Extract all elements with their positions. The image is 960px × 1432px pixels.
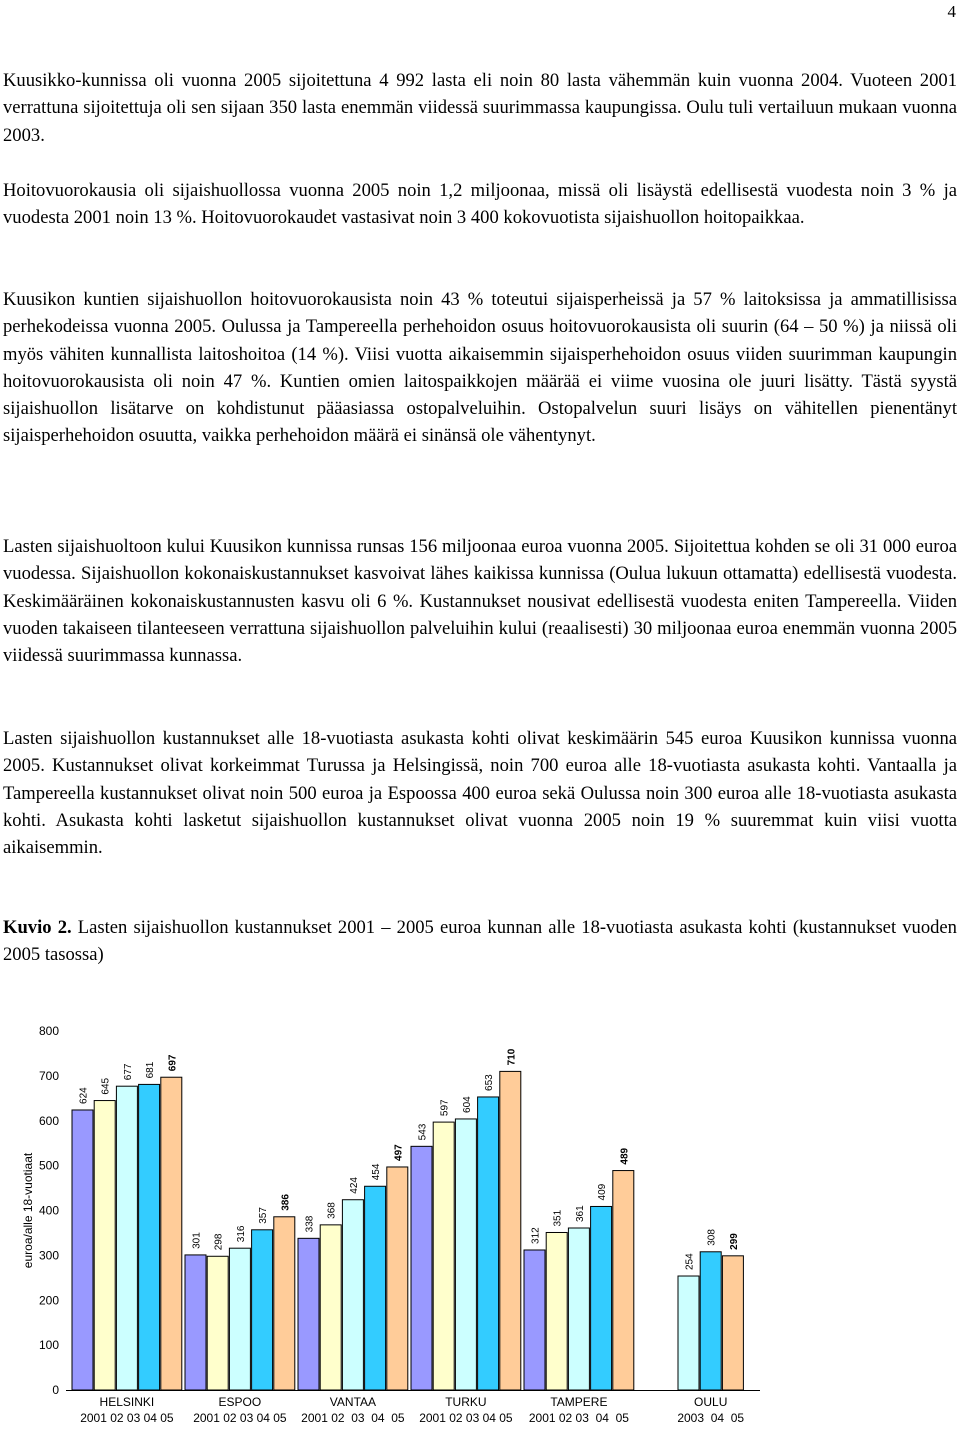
bar: [116, 1086, 137, 1390]
y-tick-label: 600: [38, 1113, 59, 1128]
bar-data-label: 409: [597, 1183, 609, 1201]
bar: [298, 1238, 319, 1390]
bar-data-label: 497: [393, 1144, 405, 1161]
paragraph-foster-family-share: Kuusikon kuntien sijaishuollon hoitovuorokausista noin 43 % toteutui sijaisperheissä ja 57 % laitoksissa ja ammatillisissa perhekodeissa vuonna 2005. Oulussa ja Tampereella perhehoidon osuus hoitovuorokausista oli suurin (64 – 50 %) ja niissä oli myös vähiten kunnallista laitoshoitoa (14 %). Viisi vuotta aikaisemmin sijaisperhehoidon osuus viiden suurimman kaupungin hoitovuorokausista oli noin 47 %. Kuntien omien laitospaikkojen määrää ei viime vuosina ole juuri lisätty. Tästä syystä sijaishuollon lisätarve on kohdistunut pääasiassa ostopalveluihin. Ostopalvelun suuri lisäys on vähitellen pienentänyt sijaisperhehoidon osuutta, vaikka perhehoidon määrä ei sinänsä ole vähentynyt.: [3, 289, 957, 447]
bar: [411, 1146, 432, 1390]
bar-data-label: 312: [530, 1227, 542, 1244]
bar: [678, 1276, 699, 1390]
y-tick-label: 800: [38, 1024, 59, 1038]
bar-data-label: 697: [167, 1054, 179, 1072]
y-tick-label: 300: [38, 1248, 59, 1263]
bar: [500, 1071, 521, 1390]
bar: [342, 1200, 363, 1390]
paragraph-costs-per-resident: Lasten sijaishuollon kustannukset alle 18-vuotiasta asukasta kohti olivat keskimäärin 545 euroa Kuusikon kunnissa vuonna 2005. Kustannukset olivat korkeimmat Turussa ja Helsingissä, noin 700 euroa alle 18-vuotiasta asukasta kohti. Vantaalla ja Tampereella kustannukset olivat noin 500 euroa ja Espoossa 400 euroa sekä Oulussa noin 300 euroa alle 18-vuotiasta asukasta kohti. Asukasta kohti lasketut sijaishuollon kustannukset olivat vuonna 2005 noin 19 % suuremmat kuin viisi vuotta aikaisemmin.: [3, 728, 957, 859]
y-tick-label: 100: [38, 1338, 59, 1353]
paragraph-total-costs: Lasten sijaishuoltoon kului Kuusikon kunnissa runsas 156 miljoonaa euroa vuonna 2005. Sijoitettua kohden se oli 31 000 euroa vuodessa. Sijaishuollon kokonaiskustannukset kasvoivat lähes kaikissa kunnissa (Oulua lukuun ottamatta) edellisestä vuodesta. Keskimääräinen kokonaiskustannusten kasvu oli 6 %. Kustannukset nousivat edellisestä vuodesta eniten Tampereella. Viiden vuoden takaiseen tilanteeseen verrattuna sijaishuollon palveluihin kului (reaalisesti) 30 miljoonaa euroa enemmän vuonna 2005 viidessä suurimmassa kunnassa.: [3, 536, 957, 667]
figure-caption-text: Lasten sijaishuollon kustannukset 2001 – 2005 euroa kunnan alle 18-vuotiasta asukasta kohti (kustannukset vuoden 2005 tasossa): [3, 917, 957, 966]
bar-data-label: 316: [235, 1225, 247, 1243]
bar-data-label: 351: [552, 1209, 564, 1227]
bar-data-label: 454: [371, 1163, 383, 1181]
bar: [274, 1217, 295, 1390]
bar-data-label: 681: [145, 1061, 157, 1079]
bar: [591, 1206, 612, 1390]
bar-data-label: 357: [258, 1207, 270, 1224]
bar-data-label: 645: [100, 1077, 112, 1095]
bar: [185, 1255, 206, 1390]
bar: [433, 1122, 454, 1390]
x-year-label: 2001 02 03 04 05: [193, 1411, 287, 1425]
bar: [613, 1171, 634, 1390]
paragraph-children-placed: Kuusikko-kunnissa oli vuonna 2005 sijoitettuna 4 992 lasta eli noin 80 lasta vähemmän kuin vuonna 2004. Vuoteen 2001 verrattuna sijoitettuja oli sen sijaan 350 lasta enemmän viidessä suurimmassa kaupungissa. Oulu tuli vertailuun mukaan vuonna 2003.: [3, 70, 957, 146]
x-group-label: TAMPERE: [550, 1395, 608, 1409]
bar: [387, 1167, 408, 1390]
x-year-label: 2001 02 03 04 05: [528, 1411, 629, 1425]
bar-data-label: 301: [191, 1232, 203, 1249]
x-year-label: 2001 02 03 04 05: [80, 1411, 174, 1425]
bar-data-label: 368: [326, 1202, 338, 1219]
x-group-label: VANTAA: [329, 1395, 377, 1409]
bar-data-label: 386: [280, 1194, 292, 1211]
y-tick-label: 0: [52, 1383, 59, 1397]
bar: [72, 1110, 93, 1390]
bar-data-label: 298: [213, 1233, 225, 1251]
x-group-label: ESPOO: [218, 1395, 262, 1409]
bar-data-label: 424: [348, 1177, 360, 1194]
y-tick-label: 700: [38, 1068, 59, 1083]
bar-data-label: 489: [619, 1147, 631, 1165]
paragraph-care-days: Hoitovuorokausia oli sijaishuollossa vuonna 2005 noin 1,2 miljoonaa, missä oli lisäystä edellisestä vuodesta noin 3 % ja vuodesta 2001 noin 13 %. Hoitovuorokaudet vastasivat noin 3 400 kokovuotista sijaishuollon hoitopaikkaa.: [3, 180, 957, 229]
bar-data-label: 653: [484, 1074, 496, 1091]
x-year-label: 2003 04 05: [677, 1411, 745, 1425]
bar-data-label: 597: [439, 1099, 451, 1117]
bar: [700, 1252, 721, 1390]
bar-data-label: 338: [304, 1215, 316, 1233]
bar-data-label: 604: [461, 1096, 473, 1113]
bar-chart: [0, 1012, 960, 1432]
y-axis-title: euroa/alle 18-vuotiaat: [21, 1152, 35, 1269]
bar: [161, 1077, 182, 1390]
bar: [139, 1084, 160, 1390]
bar: [320, 1225, 341, 1390]
bar-data-label: 624: [78, 1087, 90, 1104]
figure-caption-label: Kuvio 2.: [3, 917, 72, 938]
bar-data-label: 677: [122, 1063, 134, 1081]
bar-data-label: 361: [574, 1205, 586, 1223]
y-tick-label: 500: [38, 1158, 59, 1173]
bar: [546, 1232, 567, 1390]
x-group-label: OULU: [694, 1395, 728, 1409]
bar-data-label: 254: [684, 1253, 696, 1271]
bar: [229, 1248, 250, 1390]
x-group-label: TURKU: [445, 1395, 487, 1409]
x-group-label: HELSINKI: [99, 1395, 155, 1409]
bar: [524, 1250, 545, 1390]
figure-caption: [3, 914, 957, 969]
page-number: 4: [947, 2, 956, 21]
bar: [252, 1230, 273, 1390]
bar-data-label: 308: [706, 1229, 718, 1246]
bar: [478, 1097, 499, 1390]
bar-data-label: 710: [506, 1048, 518, 1066]
bar: [722, 1256, 743, 1390]
y-tick-label: 400: [38, 1203, 59, 1218]
bar: [568, 1228, 589, 1390]
y-tick-label: 200: [38, 1293, 59, 1308]
bar-data-label: 543: [417, 1123, 429, 1141]
bar: [94, 1101, 115, 1390]
bar-data-label: 299: [728, 1233, 740, 1250]
x-year-label: 2001 02 03 04 05: [419, 1411, 513, 1425]
bar: [365, 1186, 386, 1390]
bar: [207, 1256, 228, 1390]
bar: [455, 1119, 476, 1390]
x-year-label: 2001 02 03 04 05: [301, 1411, 405, 1425]
